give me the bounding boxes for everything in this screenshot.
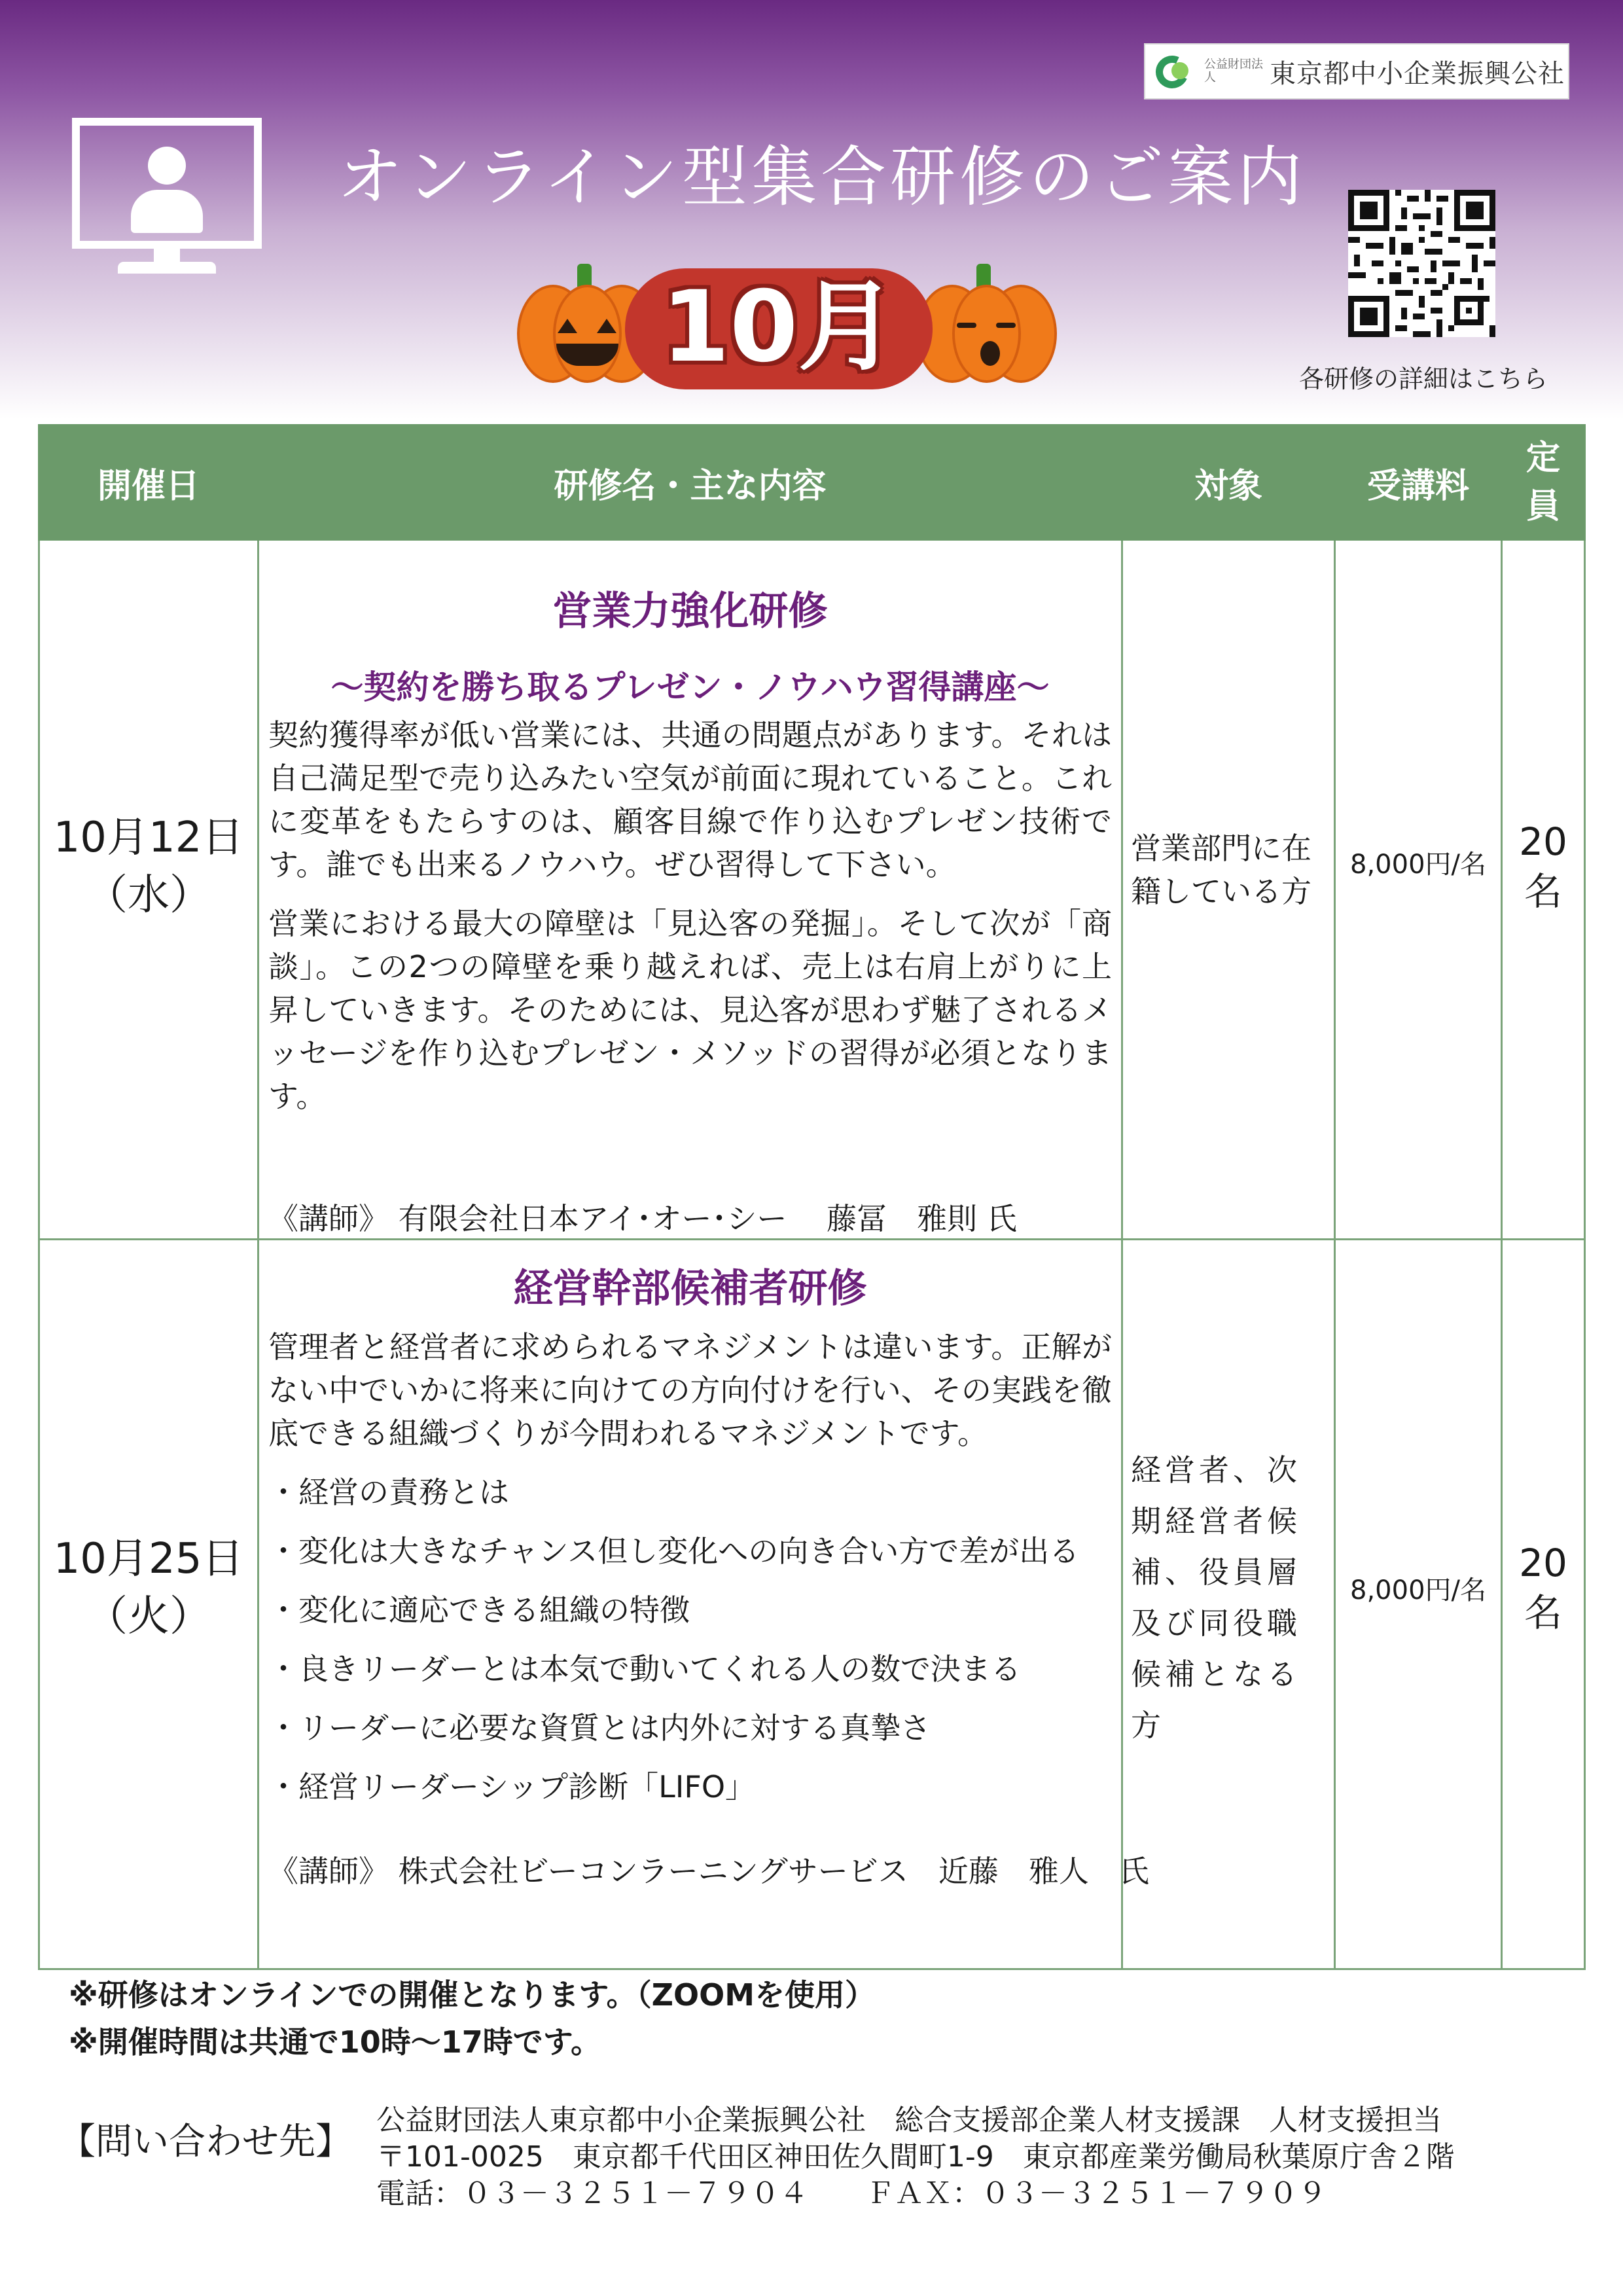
header-fee: 受講料 <box>1335 425 1502 540</box>
page-title: オンライン型集合研修のご案内 <box>337 139 1306 215</box>
row2-lecturer: 《講師》 株式会社ビーコンラーニングサービス 近藤 雅人 氏 <box>268 1854 1149 1889</box>
row2-bullet: ・良きリーダーとは本気で動いてくれる人の数で決まる <box>268 1651 1021 1687</box>
row2-bullet: ・経営の責務とは <box>268 1475 509 1510</box>
row2-bullet: ・リーダーに必要な資質とは内外に対する真摯さ <box>268 1710 931 1746</box>
row2-target: 経営者、次期経営者候補、役員層及び同役職候補となる方 <box>1131 1452 1301 1743</box>
header-capacity <box>1502 425 1585 540</box>
note-hours: ※開催時間は共通で10時～17時です。 <box>69 2024 601 2060</box>
pumpkin-icon <box>916 278 1057 386</box>
org-type-label: 公益財団法人 <box>1204 58 1263 84</box>
monitor-stand <box>154 249 180 263</box>
row2-course-cell <box>259 1240 1149 1969</box>
row1-fee: 8,000円/名 <box>1350 850 1486 880</box>
row1-capacity-number: 20 <box>1519 819 1567 864</box>
contact-organization: 公益財団法人東京都中小企業振興公社 総合支援部企業人材支援課 人材支援担当 <box>376 2104 1442 2137</box>
org-name: 東京都中小企業振興公社 <box>1270 58 1565 89</box>
row2-bullet: ・経営リーダーシップ診断「LIFO」 <box>268 1769 756 1804</box>
row1-target-cell <box>1122 540 1335 1240</box>
qr-caption: 各研修の詳細はこちら <box>1299 365 1548 393</box>
row2-date-cell <box>39 1240 259 1969</box>
table-row <box>39 1240 1585 1969</box>
row2-bullet: ・変化に適応できる組織の特徴 <box>268 1592 690 1628</box>
row1-date-cell <box>39 540 259 1240</box>
row1-date: 10月12日 <box>53 814 244 862</box>
org-logo-mark-icon <box>1154 52 1194 91</box>
row2-capacity-number: 20 <box>1519 1541 1567 1585</box>
row2-fee-cell <box>1335 1240 1502 1969</box>
row1-course-cell <box>259 540 1122 1240</box>
row1-fee-cell <box>1335 540 1502 1240</box>
row1-course-title: 営業力強化研修 <box>552 588 828 634</box>
row2-target-cell <box>1122 1240 1335 1969</box>
header-target: 対象 <box>1122 425 1335 540</box>
row2-date: 10月25日 <box>53 1535 244 1583</box>
row1-weekday: （水） <box>86 871 211 920</box>
row1-paragraph: 契約獲得率が低い営業には、共通の問題点があります。それは自己満足型で売り込みたい空気が前面に現れていること。これに変革をもたらすのは、顧客目線で作り込むプレゼン技術です。誰でも出来るノウハウ。ぜひ習得して下さい。 <box>268 717 1112 882</box>
contact-info <box>376 2102 1455 2212</box>
notes <box>69 1971 875 2066</box>
header-capacity-line1: 定 <box>1525 439 1560 478</box>
monitor-base <box>118 262 216 274</box>
contact-address: 〒101-0025 東京都千代田区神田佐久間町1-9 東京都産業労働局秋葉原庁舎２階 <box>376 2140 1455 2174</box>
header-date: 開催日 <box>39 425 259 540</box>
row2-capacity-cell <box>1502 1240 1585 1969</box>
row2-bullet: ・変化は大きなチャンス但し変化への向き合い方で差が出る <box>268 1534 1080 1569</box>
row1-paragraph: 営業における最大の障壁は「見込客の発掘」。そして次が「商談」。この2つの障壁を乗り越えれば、売上は右肩上がりに上昇していきます。そのためには、見込客が思わず魅了されるメッセージを作り込むプレゼン・メソッドの習得が必須となります。 <box>268 906 1112 1114</box>
row2-course-title: 経営幹部候補者研修 <box>513 1266 867 1312</box>
table-header-row <box>39 425 1585 540</box>
header-capacity-line2: 員 <box>1525 487 1560 526</box>
row2-weekday: （火） <box>86 1592 211 1641</box>
qr-code[interactable] <box>1348 190 1495 337</box>
row1-course-subtitle: ～契約を勝ち取るプレゼン・ノウハウ習得講座～ <box>330 668 1050 706</box>
table-row <box>39 540 1585 1240</box>
row1-lecturer: 《講師》 有限会社日本アイ･オー･シー 藤冨 雅則 氏 <box>268 1201 1017 1236</box>
organization-logo <box>1144 43 1569 99</box>
row2-fee: 8,000円/名 <box>1350 1575 1486 1605</box>
person-monitor-icon <box>72 118 262 249</box>
header-course: 研修名・主な内容 <box>259 425 1122 540</box>
row1-target: 営業部門に在籍している方 <box>1131 831 1311 909</box>
contact-label: 【問い合わせ先】 <box>59 2121 352 2163</box>
row2-paragraph: 管理者と経営者に求められるマネジメントは違います。正解がない中でいかに将来に向けての方向付けを行い、その実践を徹底できる組織づくりが今問われるマネジメントです。 <box>268 1329 1112 1451</box>
contact-phone-fax: 電話：０３－３２５１－７９０４ ＦＡＸ：０３－３２５１－７９０９ <box>376 2177 1327 2210</box>
row2-capacity-unit: 名 <box>1524 1590 1562 1635</box>
course-table <box>38 424 1586 1970</box>
row1-capacity-cell <box>1502 540 1585 1240</box>
note-online: ※研修はオンラインでの開催となります。（ZOOMを使用） <box>69 1977 875 2013</box>
row1-capacity-unit: 名 <box>1524 869 1562 914</box>
month-label: 10月 <box>661 270 897 384</box>
